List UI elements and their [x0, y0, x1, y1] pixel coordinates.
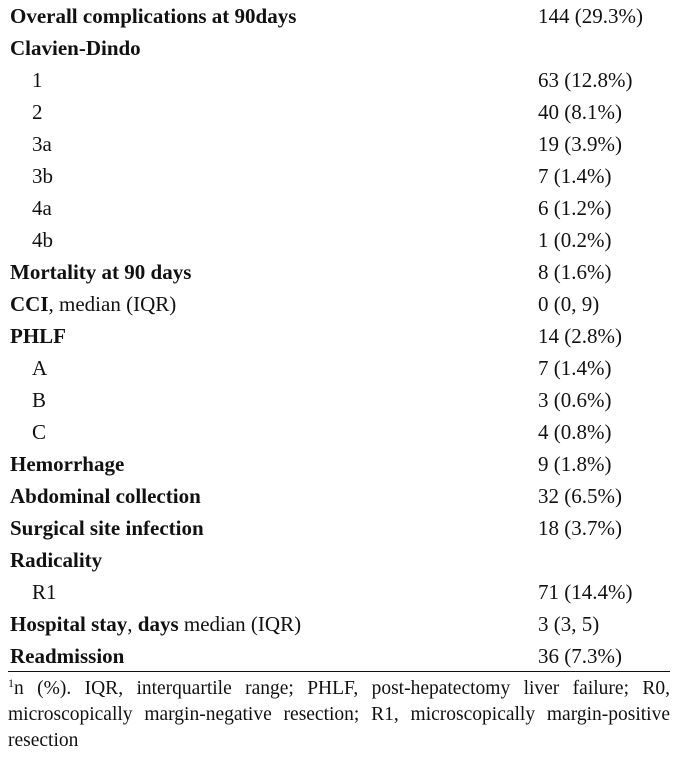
row-label: 4a: [32, 196, 52, 220]
row-value: 4 (0.8%): [538, 420, 612, 444]
row-label-rest: , median (IQR): [48, 292, 177, 316]
table-row: [8, 512, 670, 544]
table-row: [8, 352, 670, 384]
row-label-rest-2: median (IQR): [183, 612, 302, 636]
row-label: R1: [32, 580, 57, 604]
row-value: 6 (1.2%): [538, 196, 612, 220]
table-row: [8, 192, 670, 224]
footnote-text: n (%). IQR, interquartile range; PHLF, post-hepatectomy liver failure; R0, microscopically margin-negative resection; R1, microscopically margin-positive resection: [8, 678, 670, 751]
table-row: [8, 608, 670, 640]
row-label: Abdominal collection: [10, 484, 201, 508]
row-label: Overall complications at 90days: [10, 4, 297, 28]
table-footnote: [8, 676, 670, 754]
row-value: 18 (3.7%): [538, 516, 622, 540]
row-value: 71 (14.4%): [538, 580, 633, 604]
table-bottom-rule: [8, 671, 670, 672]
row-label: [10, 608, 301, 640]
complications-table: [8, 0, 670, 672]
row-value: 3 (0.6%): [538, 388, 612, 412]
table-row: [8, 64, 670, 96]
row-value: 9 (1.8%): [538, 452, 612, 476]
table-row: [8, 128, 670, 160]
row-value: 144 (29.3%): [538, 4, 643, 28]
table-row: [8, 32, 670, 64]
table-row: [8, 96, 670, 128]
row-value: 7 (1.4%): [538, 164, 612, 188]
row-label: PHLF: [10, 324, 66, 348]
row-label: 4b: [32, 228, 53, 252]
footnote-marker: 1: [8, 676, 14, 690]
row-value: 3 (3, 5): [538, 612, 600, 636]
row-label-bold: Hospital stay: [10, 612, 128, 636]
row-label-rest: ,: [127, 612, 133, 636]
row-value: 7 (1.4%): [538, 356, 612, 380]
table-row: [8, 480, 670, 512]
table-row: [8, 288, 670, 320]
row-label: Radicality: [10, 548, 103, 572]
table-row: [8, 256, 670, 288]
row-value: 32 (6.5%): [538, 484, 622, 508]
row-label: 3a: [32, 132, 52, 156]
row-label: 3b: [32, 164, 53, 188]
row-label: A: [32, 356, 48, 380]
row-label: Readmission: [10, 644, 125, 668]
table-row: [8, 416, 670, 448]
table-row: [8, 448, 670, 480]
row-label-bold-2: days: [137, 612, 179, 636]
row-value: 8 (1.6%): [538, 260, 612, 284]
row-value: 36 (7.3%): [538, 644, 622, 668]
row-label: 2: [32, 100, 43, 124]
row-value: 40 (8.1%): [538, 100, 622, 124]
row-label: Surgical site infection: [10, 516, 204, 540]
table-row: [8, 640, 670, 672]
table-row: [8, 384, 670, 416]
row-label-bold: CCI: [10, 292, 49, 316]
table-row: [8, 320, 670, 352]
row-value: 14 (2.8%): [538, 324, 622, 348]
row-value: 1 (0.2%): [538, 228, 612, 252]
row-value: 19 (3.9%): [538, 132, 622, 156]
table-row: [8, 576, 670, 608]
row-label: C: [32, 420, 47, 444]
row-value: 0 (0, 9): [538, 292, 600, 316]
table-row: [8, 160, 670, 192]
table-row: [8, 0, 670, 32]
row-label: Clavien-Dindo: [10, 36, 141, 60]
table-row: [8, 224, 670, 256]
table-row: [8, 544, 670, 576]
row-label: Hemorrhage: [10, 452, 125, 476]
row-label: 1: [32, 68, 43, 92]
row-value: 63 (12.8%): [538, 68, 633, 92]
row-label: B: [32, 388, 47, 412]
row-label: [10, 288, 176, 320]
row-label: Mortality at 90 days: [10, 260, 192, 284]
